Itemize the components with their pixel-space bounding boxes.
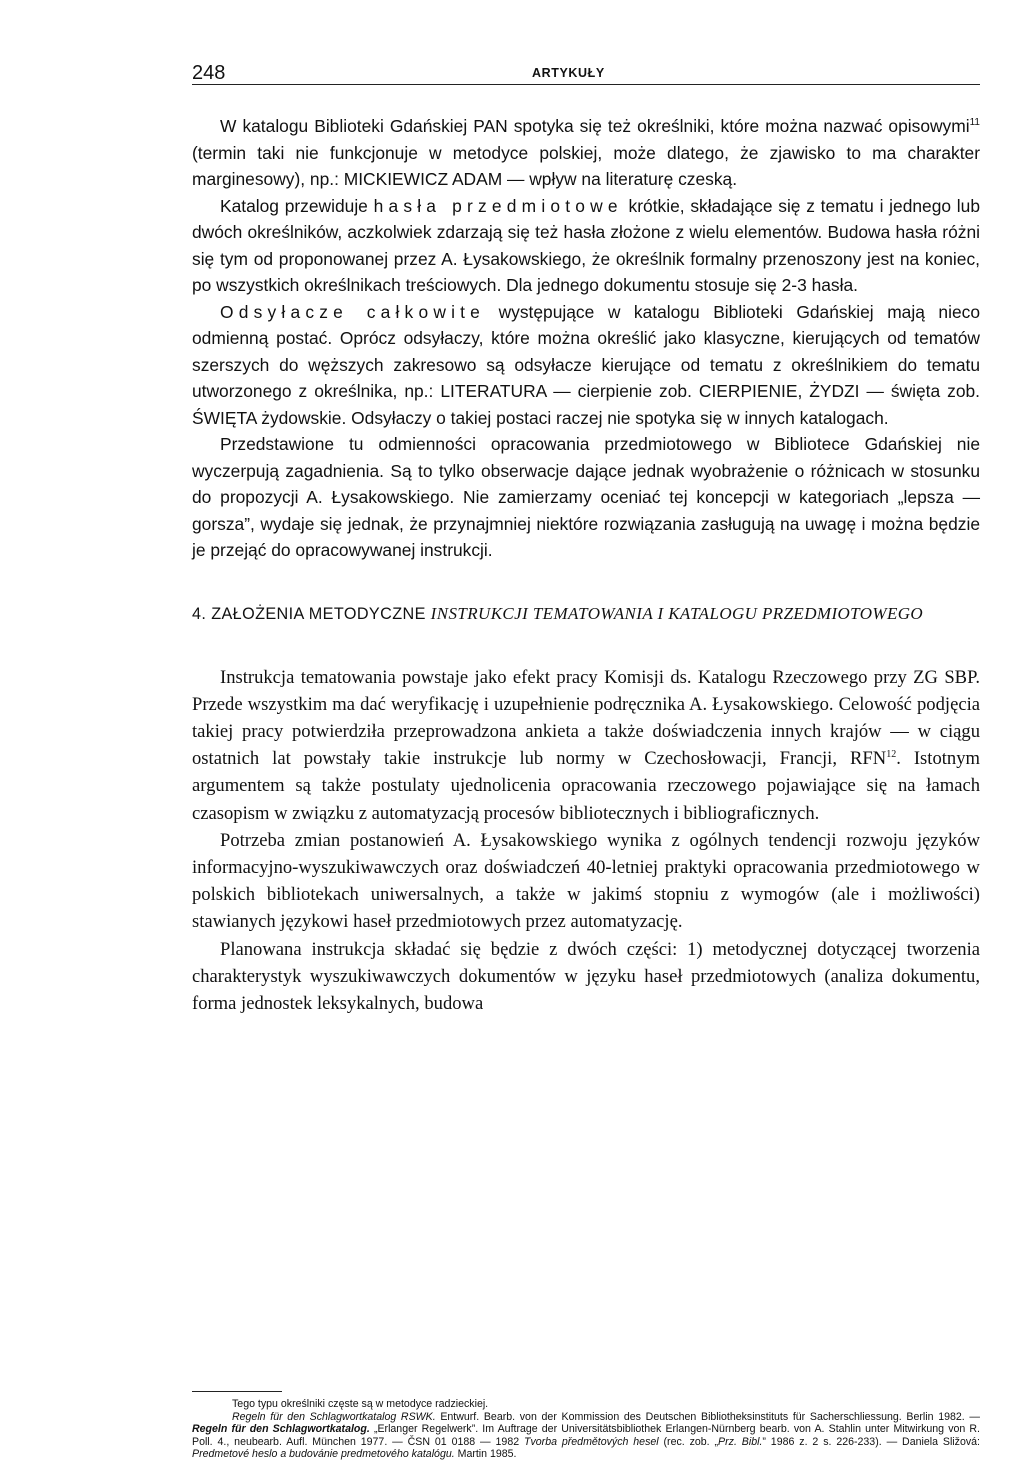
footnote-12 (192, 1411, 980, 1461)
footnotes (192, 1391, 980, 1461)
footnote-title-italic: Tvorba předmětových hesel (524, 1435, 659, 1448)
paragraph (192, 299, 980, 432)
section-heading-title: 4. ZAŁOŻENIA METODYCZNE (192, 604, 431, 623)
paragraph (192, 664, 980, 827)
body-text-lower (192, 664, 980, 1018)
footnote-title-italic: Predmetové heslo a budovánie predmetového katalógu. (192, 1448, 455, 1461)
footnote-title-italic: Prz. Bibl. (718, 1435, 763, 1448)
footnote-title-italic: Regeln für den Schlagwortkatalog RSWK. (232, 1410, 436, 1423)
running-head (192, 58, 980, 85)
paragraph (192, 936, 980, 1018)
paragraph (192, 431, 980, 564)
paragraph (192, 193, 980, 299)
paragraph-text: Przedstawione tu odmienności opracowania przedmiotowego w Bibliotece Gdańskiej nie wyczerpują zagadnienia. Są to tylko obserwacje dające jednak wyobrażenie o różnicach w stosunku do propozycji A. Łysakowskiego. Nie zamierzamy oceniać tej koncepcji w kategoriach „lepsza — gorsza”, wydaje się jednak, że przynajmniej niektóre rozwiązania zasługują na uwagę i można będzie je przejąć do opracowywanej instrukcji. (192, 434, 980, 560)
paragraph (192, 827, 980, 936)
emphasis-spaced: Odsyłacze całkowite (220, 301, 486, 322)
footnote-text: Tego typu określniki częste są w metodyce radzieckiej. (232, 1398, 489, 1410)
footnote-divider (192, 1391, 282, 1392)
paragraph-text: W katalogu Biblioteki Gdańskiej PAN spotyka się też określniki, które można nazwać opisowymi (220, 116, 970, 136)
footnote-11 (192, 1398, 980, 1411)
section-name: ARTYKUŁY (532, 66, 605, 80)
footnote-text: Entwurf. Bearb. von der Kommission des Deutschen Bibliotheksinstituts für Sacherschliessung. Berlin 1982. — (435, 1410, 980, 1423)
emphasis-spaced: hasła przedmiotowe (373, 195, 623, 216)
paragraph-text: występujące w katalogu Biblioteki Gdańskiej mają nieco odmienną postać. Oprócz odsyłaczy, które można określić jako klasyczne, kierujących od tematów szerszych do węższych zakresowo są odsyłacze kierujące od tematu z określnikiem do tematu utworzonego z określnika, np.: LITERATURA — cierpienie zob. CIERPIENIE, ŻYDZI — święta zob. ŚWIĘTA żydowskie. Odsyłaczy o takiej postaci raczej nie spotyka się w innych katalogach. (192, 301, 980, 428)
footnote-ref-12[interactable]: 12 (886, 749, 897, 761)
section-heading-italic: INSTRUKCJI TEMATOWANIA I KATALOGU PRZEDMIOTOWEGO (430, 603, 924, 623)
paragraph-text: Instrukcja tematowania powstaje jako efekt pracy Komisji ds. Katalogu Rzeczowego przy ZG SBP. Przede wszystkim ma dać weryfikację i uzupełnienie podręcznika A. Łysakowskiego. Celowość podjęcia takiej pracy potwierdziła przeprowadzona ankieta a także doświadczenia innych krajów — w ciągu ostatnich lat powstały takie instrukcje lub normy w Czechosłowacji, Francji, RFN (192, 666, 980, 770)
footnote-text: Martin 1985. (454, 1448, 517, 1461)
body-text-upper (192, 113, 980, 564)
paragraph-text: Potrzeba zmian postanowień A. Łysakowskiego wynika z ogólnych tendencji rozwoju języków informacyjno-wyszukiwawczych oraz doświadczeń 40-letniej praktyki opracowania przedmiotowego w polskich bibliotekach uniwersalnych, a także w jakimś stopniu z wymogów (ale i możliwości) stawianych językowi haseł przedmiotowych przez automatyzację. (192, 829, 980, 933)
paragraph-text: . Istotnym argumentem są także postulaty ujednolicenia opracowania rzeczowego pojawiające się na łamach czasopism w związku z automatyzacją procesów bibliotecznych i bibliograficznych. (192, 748, 980, 824)
page (192, 58, 980, 1017)
footnote-ref-11[interactable]: 11 (969, 117, 980, 128)
paragraph-text: (termin taki nie funkcjonuje w metodyce polskiej, może dlatego, że zjawisko to ma charakter marginesowy), np.: MICKIEWICZ ADAM — wpływ na literaturę czeską. (192, 142, 980, 189)
footnote-title-italic: Regeln für den Schlagwortkatalog. (192, 1423, 370, 1436)
footnote-text: „Erlanger Regelwerk”. Im Auftrage der Universitätsbibliothek Erlangen-Nürnberg bearb. von A. Stahlin unter Mitwirkung von R. Poll. 4., neubearb. Aufl. München 1977. — ČSN 01 0188 — 1982 (192, 1423, 981, 1448)
footnote-text: ” 1986 z. 2 s. 226-233). — Daniela Sližová: (762, 1435, 980, 1448)
footnote-text: (rec. zob. „ (658, 1435, 719, 1448)
paragraph-text: krótkie, składające się z tematu i jednego lub dwóch określników, aczkolwiek zdarzają się też hasła złożone z wielu elementów. Budowa hasła różni się tym od proponowanej przez A. Łysakowskiego, że określnik formalny przenoszony jest na koniec, po wszystkich określnikach treściowych. Dla jednego dokumentu stosuje się 2-3 hasła. (192, 195, 981, 295)
paragraph (192, 113, 980, 193)
section-heading (192, 602, 980, 626)
page-number: 248 (192, 62, 226, 84)
paragraph-text: Katalog przewiduje (220, 195, 374, 216)
paragraph-text: Planowana instrukcja składać się będzie z dwóch części: 1) metodycznej dotyczącej tworzenia charakterystyk wyszukiwawczych dokumentów w języku haseł przedmiotowych (analiza dokumentu, forma jednostek leksykalnych, budowa (192, 938, 980, 1014)
